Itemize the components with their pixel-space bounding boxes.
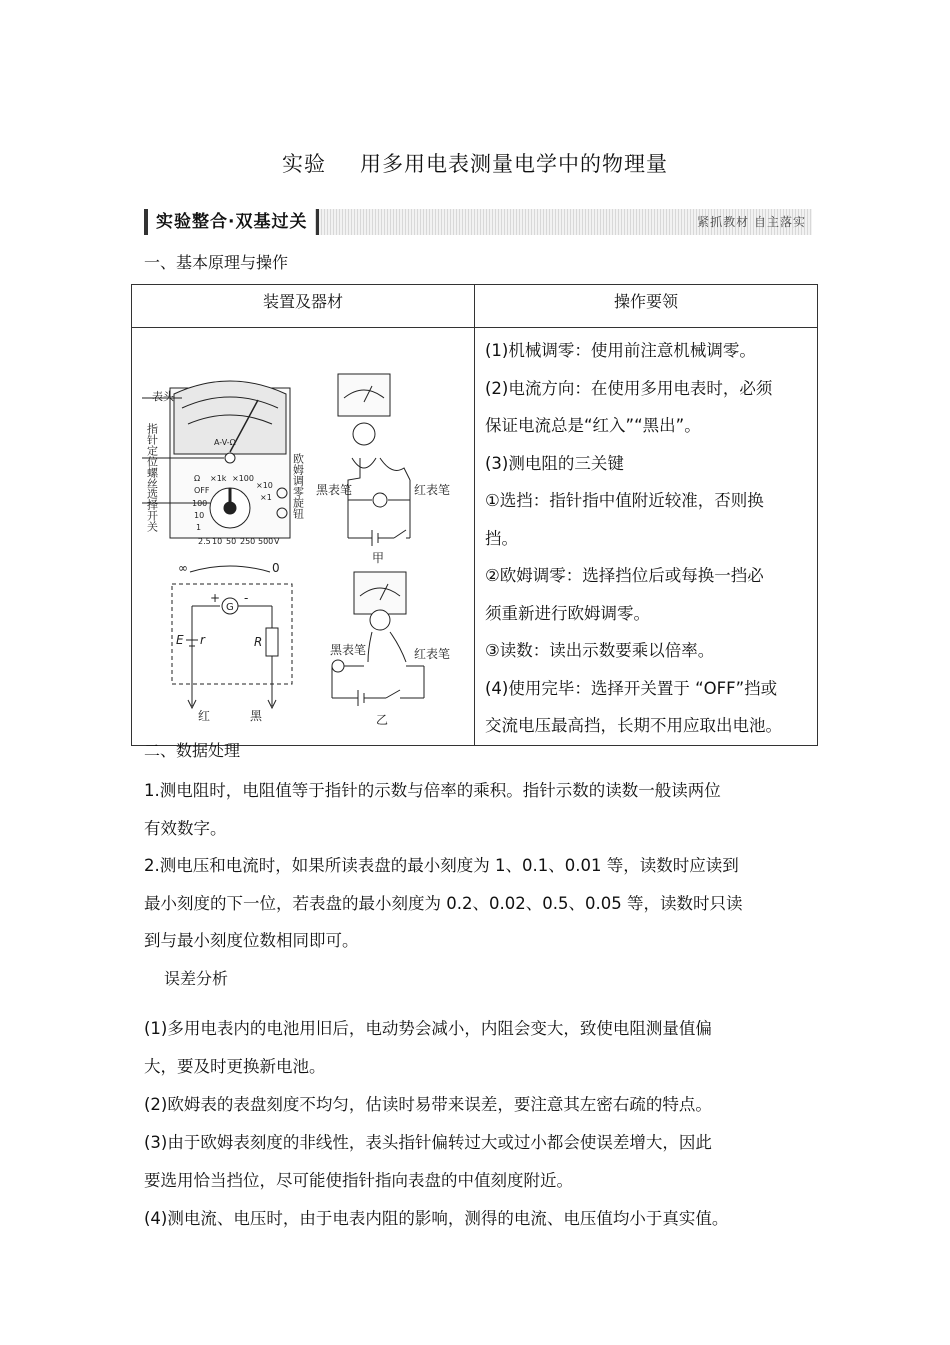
- multimeter-illustration: [142, 381, 290, 538]
- text-line: (4)测电流、电压时，由于电表内阻的影响，测得的电流、电压值均小于真实值。: [144, 1209, 729, 1228]
- op-line: 交流电压最高挡，长期不用应取出电池。: [485, 716, 782, 735]
- label-ohm-zero-knob: 欧姆调零旋钮: [291, 453, 305, 519]
- op-line: (3)测电阻的三关键: [485, 453, 624, 473]
- op-line: 挡。: [485, 528, 518, 548]
- svg-text:r: r: [200, 633, 205, 647]
- svg-text:10: 10: [194, 511, 205, 520]
- svg-text:10: 10: [212, 537, 223, 546]
- svg-text:-: -: [244, 591, 249, 605]
- section-heading-2: 二、数据处理: [144, 741, 241, 760]
- label-pointer-screw: 指针定位螺丝: [145, 423, 159, 489]
- section-heading-3: 误差分析: [164, 969, 229, 988]
- text-line: 最小刻度的下一位，若表盘的最小刻度为 0.2、0.02、0.5、0.05 等，读数时只读: [144, 893, 743, 913]
- terminal-black: 黑: [250, 709, 263, 723]
- svg-text:∞: ∞: [178, 561, 188, 575]
- label-meter-head: 表头: [152, 390, 174, 403]
- title-part2: 用多用电表测量电学中的物理量: [360, 152, 668, 176]
- svg-text:2.5: 2.5: [198, 537, 211, 546]
- terminal-red: 红: [198, 709, 211, 723]
- principle-table: [131, 284, 818, 746]
- text-line: (2)欧姆表的表盘刻度不均匀，估读时易带来误差，要注意其左密右疏的特点。: [144, 1095, 712, 1114]
- operations-cell: [475, 328, 818, 746]
- svg-text:G: G: [226, 602, 234, 613]
- svg-text:1: 1: [196, 523, 202, 532]
- svg-text:×100: ×100: [232, 474, 254, 483]
- error-analysis-text: [144, 1010, 814, 1238]
- text-line: 有效数字。: [144, 818, 227, 838]
- circuit-b-black-probe: 黑表笔: [330, 643, 367, 657]
- svg-text:Ω: Ω: [194, 474, 201, 483]
- circuit-b-caption: 乙: [376, 713, 389, 727]
- svg-text:V: V: [274, 537, 280, 546]
- op-line: ②欧姆调零：选择挡位后或每换一挡必: [485, 566, 764, 585]
- svg-text:500: 500: [258, 537, 274, 546]
- svg-text:0: 0: [272, 561, 280, 575]
- op-line: (1)机械调零：使用前注意机械调零。: [485, 341, 756, 360]
- label-selector: 选择开关: [145, 488, 159, 532]
- ohmmeter-circuit: [172, 566, 292, 708]
- circuit-a-black-probe: 黑表笔: [316, 483, 353, 497]
- op-line: (4)使用完毕：选择开关置于 “OFF”挡或: [485, 678, 778, 698]
- section-heading-1: 一、基本原理与操作: [144, 253, 289, 272]
- svg-text:E: E: [176, 633, 184, 647]
- text-line: 2.测电压和电流时，如果所读表盘的最小刻度为 1、0.1、0.01 等，读数时应读到: [144, 856, 739, 875]
- text-line: (3)由于欧姆表刻度的非线性，表头指针偏转过大或过小都会使误差增大，因此: [144, 1133, 712, 1152]
- circuit-a-red-probe: 红表笔: [414, 483, 451, 497]
- circuit-a-caption: 甲: [372, 551, 385, 565]
- data-processing-text: [144, 772, 814, 960]
- text-line: (1)多用电表内的电池用旧后，电动势会减小，内阻会变大，致使电阻测量值偏: [144, 1019, 712, 1038]
- section-banner: [144, 209, 812, 235]
- svg-text:×1: ×1: [260, 493, 272, 502]
- circuit-b-red-probe: 红表笔: [414, 647, 451, 661]
- circuit-b: [332, 572, 424, 706]
- svg-text:R: R: [254, 635, 263, 649]
- text-line: 大，要及时更换新电池。: [144, 1057, 326, 1076]
- op-line: ③读数：读出示数要乘以倍率。: [485, 641, 715, 660]
- svg-text:A-V-Ω: A-V-Ω: [214, 438, 236, 447]
- page-title: [0, 148, 950, 178]
- svg-text:50: 50: [226, 537, 237, 546]
- svg-text:OFF: OFF: [194, 486, 210, 495]
- op-line: 须重新进行欧姆调零。: [485, 603, 650, 623]
- op-line: 保证电流总是“红入”“黑出”。: [485, 416, 701, 435]
- svg-text:+: +: [210, 591, 221, 605]
- text-line: 到与最小刻度位数相同即可。: [144, 931, 359, 950]
- banner-subtitle: 紧抓教材 自主落实: [697, 215, 806, 229]
- text-line: 1.测电阻时，电阻值等于指针的示数与倍率的乘积。指针示数的读数一般读两位: [144, 781, 721, 800]
- svg-text:×10: ×10: [256, 481, 273, 490]
- svg-text:250: 250: [240, 537, 256, 546]
- multimeter-figure: [132, 328, 474, 736]
- table-header-operations: 操作要领: [475, 285, 818, 328]
- table-header-equipment: 装置及器材: [132, 285, 475, 328]
- circuit-a: [338, 374, 410, 546]
- text-line: 要选用恰当挡位，尽可能使指针指向表盘的中值刻度附近。: [144, 1171, 573, 1190]
- banner-label: 实验整合·双基过关: [144, 209, 315, 235]
- svg-text:100: 100: [192, 499, 208, 508]
- title-part1: 实验: [282, 152, 326, 176]
- svg-text:×1k: ×1k: [210, 474, 227, 483]
- op-line: (2)电流方向：在使用多用电表时，必须: [485, 378, 773, 398]
- op-line: ①选挡：指针指中值附近较准，否则换: [485, 491, 764, 510]
- equipment-figure-cell: [132, 328, 475, 746]
